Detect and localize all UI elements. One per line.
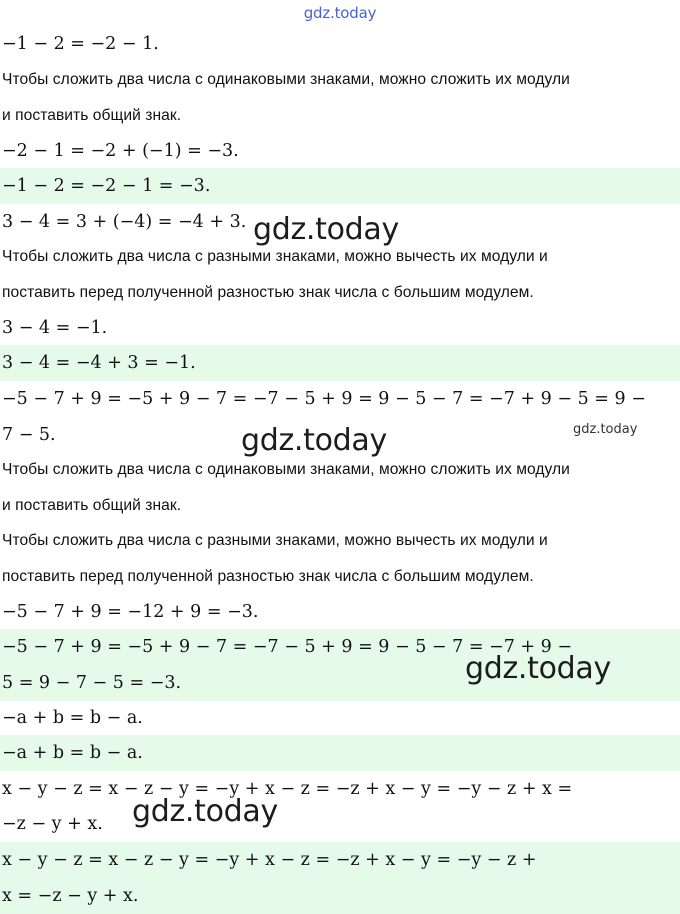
text-line: Чтобы сложить два числа с разными знаками, можно вычесть их модули и <box>2 248 548 265</box>
text-line: Чтобы сложить два числа с одинаковыми знаками, можно сложить их модули <box>2 71 570 88</box>
math-line: −2 − 1 = −2 + (−1) = −3. <box>2 141 239 161</box>
math-line: −1 − 2 = −2 − 1. <box>2 34 159 54</box>
watermark: gdz.today <box>573 422 638 437</box>
answer-line: 5 = 9 − 7 − 5 = −3. <box>0 665 680 701</box>
watermark: gdz.today <box>465 651 611 686</box>
text-line: поставить перед полученной разностью знак числа с большим модулем. <box>2 568 534 585</box>
math-line: −z − y + x. <box>2 814 103 834</box>
text-line: Чтобы сложить два числа с разными знаками, можно вычесть их модули и <box>2 532 548 549</box>
answer-line: −5 − 7 + 9 = −5 + 9 − 7 = −7 − 5 + 9 = 9 − 5 − 7 = −7 + 9 − <box>0 629 680 665</box>
math-line: −5 − 7 + 9 = −5 + 9 − 7 = −7 − 5 + 9 = 9 − 5 − 7 = −7 + 9 − 5 = 9 − <box>2 389 646 409</box>
text-line: и поставить общий знак. <box>2 107 182 124</box>
site-logo[interactable]: gdz.today <box>303 4 377 22</box>
answer-line: x − y − z = x − z − y = −y + x − z = −z + x − y = −y − z + <box>0 842 680 878</box>
text-line: поставить перед полученной разностью знак числа с большим модулем. <box>2 284 534 301</box>
math-line: 7 − 5. <box>2 425 56 445</box>
math-line: x − y − z = x − z − y = −y + x − z = −z + x − y = −y − z + x = <box>2 779 573 799</box>
watermark: gdz.today <box>241 423 387 458</box>
answer-line: −1 − 2 = −2 − 1 = −3. <box>0 168 680 204</box>
answer-line: x = −z − y + x. <box>0 878 680 914</box>
math-line: −5 − 7 + 9 = −12 + 9 = −3. <box>2 602 259 622</box>
math-line: −a + b = b − a. <box>2 708 143 728</box>
text-line: и поставить общий знак. <box>2 497 182 514</box>
math-line: 3 − 4 = 3 + (−4) = −4 + 3. <box>2 212 247 232</box>
text-line: Чтобы сложить два числа с одинаковыми знаками, можно сложить их модули <box>2 461 570 478</box>
math-line: 3 − 4 = −1. <box>2 318 108 338</box>
answer-line: 3 − 4 = −4 + 3 = −1. <box>0 345 680 381</box>
answer-line: −a + b = b − a. <box>0 735 680 771</box>
watermark: gdz.today <box>132 794 278 829</box>
watermark: gdz.today <box>253 212 399 247</box>
